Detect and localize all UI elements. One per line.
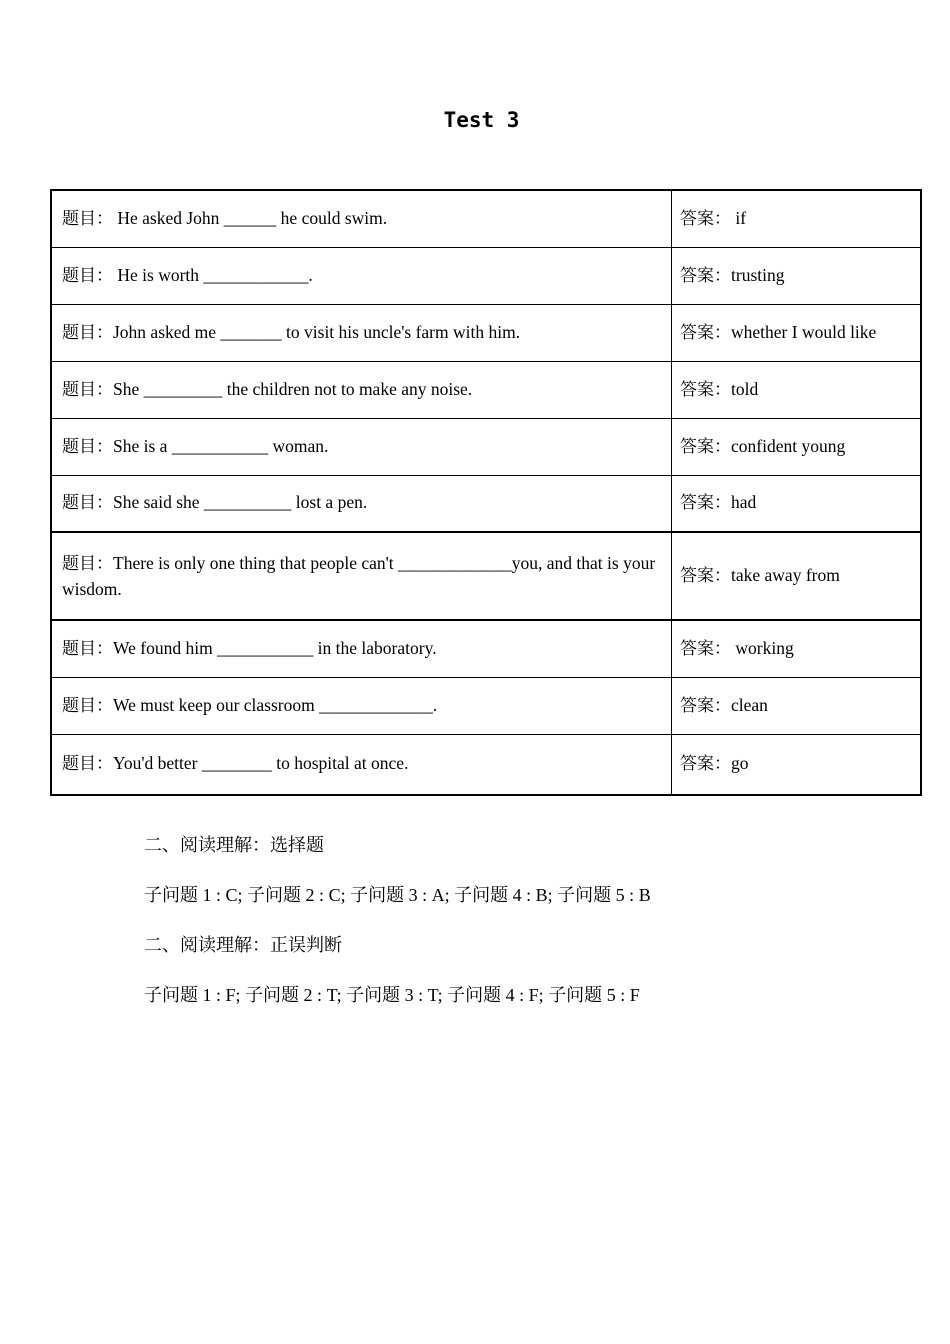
question-text: We found him ___________ in the laboratory.: [113, 637, 437, 658]
question-prefix: 题目：: [62, 638, 113, 659]
question-prefix: 题目：: [62, 754, 113, 775]
sub-question-label: 子问题: [454, 885, 509, 906]
page-title: Test 3: [443, 108, 520, 132]
question-answer-table: [50, 189, 922, 796]
table-row: [51, 620, 921, 677]
question-text: She is a ___________ woman.: [113, 435, 329, 456]
question-text: She said she __________ lost a pen.: [113, 492, 368, 513]
question-prefix: 题目：: [62, 493, 113, 514]
question-cell: [51, 475, 672, 532]
answer-prefix: 答案：: [680, 208, 731, 229]
answer-text: take away from: [731, 565, 840, 585]
answer-cell: [672, 418, 922, 475]
question-cell: [51, 734, 672, 795]
sub-question-label: 子问题: [144, 985, 198, 1006]
question-cell: [51, 532, 672, 620]
table-row: [51, 734, 921, 795]
question-text: You'd better ________ to hospital at once.: [113, 753, 409, 774]
question-cell: [51, 304, 672, 361]
answer-cell: [672, 247, 922, 304]
question-text: He is worth ____________.: [113, 264, 313, 285]
question-prefix: 题目：: [62, 322, 113, 343]
answer-text: had: [731, 492, 757, 513]
table-row: [51, 247, 921, 304]
question-prefix: 题目：: [62, 553, 113, 574]
table-row: [51, 677, 921, 734]
answer-prefix: 答案：: [680, 493, 731, 514]
sub-question-label: 子问题: [350, 885, 405, 906]
answer-prefix: 答案：: [680, 265, 731, 286]
answer-text: told: [731, 378, 759, 399]
question-cell: [51, 418, 672, 475]
sub-question-label: 子问题: [245, 985, 300, 1006]
table-row: [51, 304, 921, 361]
table-row: [51, 532, 921, 620]
question-prefix: 题目：: [62, 379, 113, 400]
answer-prefix: 答案：: [680, 754, 731, 775]
answer-prefix: 答案：: [680, 436, 731, 457]
question-prefix: 题目：: [62, 436, 113, 457]
question-text: She _________ the children not to make any noise.: [113, 378, 473, 399]
multiple-choice-answers: 子问题 1 : C; 子问题 2 : C; 子问题 3 : A; 子问题 4 : B; 子问题 5 : B: [144, 885, 651, 906]
table-row: [51, 190, 921, 247]
question-prefix: 题目：: [62, 208, 113, 229]
question-cell: [51, 190, 672, 247]
question-text: There is only one thing that people can't _____________you, and that is your wisdom.: [62, 552, 656, 599]
sub-question-label: 子问题: [447, 985, 502, 1006]
question-text: John asked me _______ to visit his uncle's farm with him.: [113, 321, 521, 342]
sub-question-label: 子问题: [247, 885, 302, 906]
true-false-answers: 子问题 1 : F; 子问题 2 : T; 子问题 3 : T; 子问题 4 : F; 子问题 5 : F: [144, 985, 640, 1006]
answer-cell: [672, 475, 922, 532]
sub-question-label: 子问题: [144, 885, 198, 906]
answer-text: working: [731, 637, 794, 658]
sub-question-label: 子问题: [557, 885, 612, 906]
question-prefix: 题目：: [62, 265, 113, 286]
answer-cell: [672, 304, 922, 361]
table-row: [51, 361, 921, 418]
answer-cell: [672, 190, 922, 247]
answer-text: go: [731, 753, 749, 774]
sub-question-label: 子问题: [346, 985, 401, 1006]
question-cell: [51, 677, 672, 734]
answer-text: confident young: [731, 435, 846, 456]
answer-text: clean: [731, 694, 768, 715]
sub-question-label: 子问题: [548, 985, 603, 1006]
answer-prefix: 答案：: [680, 566, 731, 586]
answer-cell: [672, 620, 922, 677]
answer-cell: [672, 361, 922, 418]
answer-cell: [672, 734, 922, 795]
section-heading-multiple-choice: 二、阅读理解：选择题: [144, 835, 324, 856]
answer-prefix: 答案：: [680, 379, 731, 400]
answer-cell: [672, 677, 922, 734]
answer-prefix: 答案：: [680, 638, 731, 659]
question-text: He asked John ______ he could swim.: [113, 207, 388, 228]
answer-prefix: 答案：: [680, 322, 731, 343]
table-row: [51, 418, 921, 475]
answer-prefix: 答案：: [680, 695, 731, 716]
question-cell: [51, 620, 672, 677]
table-row: [51, 475, 921, 532]
answer-text: if: [731, 207, 747, 228]
answer-cell: [672, 532, 922, 620]
question-prefix: 题目：: [62, 695, 113, 716]
question-text: We must keep our classroom _____________.: [113, 694, 438, 715]
question-cell: [51, 247, 672, 304]
question-cell: [51, 361, 672, 418]
answer-text: trusting: [731, 264, 785, 285]
answer-text: whether I would like: [731, 321, 877, 342]
section-heading-true-false: 二、阅读理解：正误判断: [144, 935, 342, 956]
